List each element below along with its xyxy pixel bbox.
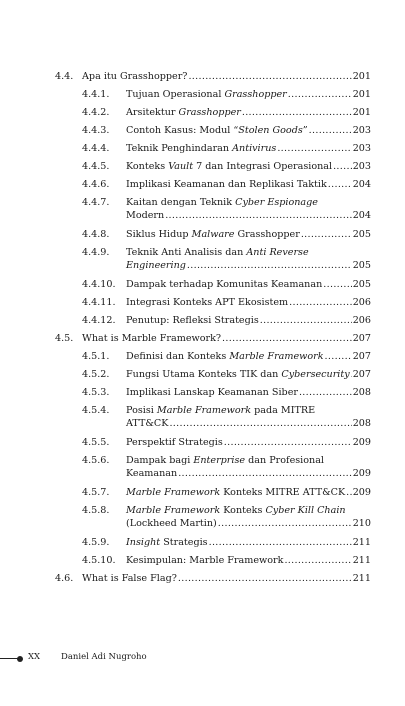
toc-number: 4.5.3. [82,387,110,399]
toc-number: 4.4. [55,71,74,82]
toc-title-part: Cyber Espionage [235,197,318,209]
toc-title-part: Kaitan dengan Teknik [126,197,236,209]
toc-number: 4.5.6. [82,455,110,467]
toc-title-part: Siklus Hidup [126,229,192,241]
toc-title-part: Contoh Kasus: Modul “ [126,125,239,137]
toc-number: 4.4.7. [82,197,110,209]
toc-title [82,70,187,83]
toc-page-number: 209 [352,468,371,480]
toc-entry[interactable] [0,160,405,173]
toc-title [126,436,223,449]
toc-title-part: Marble Framework [126,505,221,517]
toc-title-part: What is Marble Framework? [82,333,222,345]
toc-title-part: Grasshopper [234,229,300,241]
dot-leader [218,517,352,530]
toc-page-number: 211 [352,555,371,567]
toc-entry[interactable] [0,142,405,155]
footer-page-number: XX [28,652,41,662]
toc-page-number: 211 [352,573,371,585]
toc-number: 4.4.9. [82,247,110,259]
toc-number: 4.6. [55,573,74,585]
page-footer [0,652,405,666]
toc-title [126,554,283,567]
toc-title-part: Penutup: Refleksi Strategis [126,315,259,327]
toc-entry[interactable] [0,536,405,549]
toc-number: 4.5.2. [82,369,110,381]
toc-title-part: Cyber Kill Chain [265,505,346,517]
dot-leader [260,314,352,327]
toc-page-number: 209 [352,487,371,499]
toc-number: 4.4.10. [82,279,116,291]
toc-title-part: Grasshopper [224,89,287,101]
toc-number: 4.4.3. [82,125,110,137]
toc-title [126,404,315,417]
dot-leader [333,160,352,173]
toc-title-part: Konteks [220,505,266,517]
toc-title [126,296,288,309]
dot-leader [187,259,352,272]
toc-title-part: Anti Reverse [246,247,309,259]
toc-title-part: Konteks MITRE ATT&CK [220,487,346,499]
dot-leader [178,467,351,480]
toc-number: 4.4.1. [82,89,110,101]
toc-entry[interactable] [0,386,405,399]
toc-title-part: Posisi [126,405,157,417]
dot-leader [224,436,352,449]
toc-title [126,454,324,467]
toc-page-number: 204 [352,179,371,191]
toc-number: 4.5.1. [82,351,110,363]
toc-number: 4.5.9. [82,537,110,549]
toc-entry[interactable] [0,196,405,222]
toc-page-number: 205 [352,260,371,272]
toc-title-part: Tujuan Operasional [126,89,225,101]
toc-title [126,314,259,327]
dot-leader [289,296,352,309]
toc-title [126,504,346,517]
toc-entry[interactable] [0,554,405,567]
toc-title-part: Marble Framework [156,405,252,417]
toc-title-part: Dampak bagi [126,455,194,467]
toc-entry[interactable] [0,106,405,119]
toc-entry[interactable] [0,246,405,272]
toc-entry[interactable] [0,436,405,449]
toc-title-part: Dampak terhadap Komunitas Keamanan [126,279,323,291]
dot-leader [188,70,351,83]
toc-page-number: 208 [352,418,371,430]
dot-leader [165,209,352,222]
toc-title [126,517,217,530]
dot-leader [323,278,351,291]
toc-title-part: What is False Flag? [82,573,177,585]
toc-title-part: (Lockheed Martin) [126,518,217,530]
toc-title-part: Implikasi Lanskap Keamanan Siber [126,387,298,399]
toc-title [126,417,168,430]
toc-page-number: 204 [352,210,371,222]
dot-leader [346,486,352,499]
toc-number: 4.5.8. [82,505,110,517]
toc-title [126,246,309,259]
toc-title-part: Strategis [160,537,208,549]
toc-entry[interactable] [0,486,405,499]
toc-number: 4.5.5. [82,437,110,449]
footer-author: Daniel Adi Nugroho [61,652,147,662]
toc-title-part: ” [302,125,308,137]
dot-leader [301,228,352,241]
toc-title-part: Keamanan [126,468,178,480]
toc-title-part: ATT&CK [126,418,169,430]
dot-leader [222,332,352,345]
dot-leader [277,142,351,155]
toc-entry[interactable] [0,454,405,480]
toc-title-part: Cybersecurity [281,369,350,381]
toc-title-part: Teknik Penghindaran [126,143,233,155]
toc-title-part: Insight [126,537,161,549]
toc-number: 4.5.4. [82,405,110,417]
toc-title-part: Apa itu Grasshopper? [82,71,188,82]
toc-entry[interactable] [0,278,405,291]
toc-title [126,124,308,137]
toc-entry[interactable] [0,228,405,241]
toc-title-part: Arsitektur [126,107,179,119]
dot-leader [209,536,352,549]
toc-entry[interactable] [0,124,405,137]
dot-leader [169,417,351,430]
toc-page-number: 201 [352,71,371,82]
toc-title-part: Konteks [126,161,169,173]
toc-title [126,142,276,155]
toc-entry[interactable] [0,350,405,363]
toc-page-number: 203 [352,143,371,155]
toc-title-part: Perspektif Strategis [126,437,223,449]
toc-title-part: Marble Framework [126,487,221,499]
toc-title [126,106,241,119]
toc-title-part: Vault [168,161,194,173]
dot-leader [299,386,352,399]
toc-page-number: 203 [352,125,371,137]
toc-page-number: 210 [352,518,371,530]
dot-leader [325,350,352,363]
toc-title-part: Enterprise [193,455,246,467]
toc-entry[interactable] [0,368,405,381]
toc-entry[interactable] [0,178,405,191]
toc-title [126,209,164,222]
dot-leader [284,554,351,567]
toc-page-number: 203 [352,161,371,173]
toc-title-part: Kesimpulan: Marble Framework [126,555,284,567]
toc-title-part: dan Profesional [245,455,324,467]
dot-leader [351,368,352,381]
toc-entry[interactable] [0,70,405,83]
toc-title [126,88,287,101]
toc-number: 4.5.10. [82,555,116,567]
toc-number: 4.5. [55,333,74,345]
footer-rule [0,658,18,659]
toc-title-part: Teknik Anti Analisis dan [126,247,247,259]
toc-entry[interactable] [0,314,405,327]
toc-title [126,196,318,209]
toc-number: 4.4.11. [82,297,116,309]
toc-title [82,332,221,345]
toc-entry[interactable] [0,296,405,309]
toc-page-number: 206 [352,315,371,327]
toc-number: 4.4.2. [82,107,110,119]
toc-entry[interactable] [0,572,405,585]
toc-entry[interactable] [0,332,405,345]
toc-page-number: 211 [352,537,371,549]
toc-page-number: 205 [352,279,371,291]
toc-title [126,160,332,173]
toc-title [126,259,186,272]
toc-title [126,486,345,499]
toc-page-number: 207 [352,369,371,381]
toc-page-number: 206 [352,297,371,309]
toc-title [126,228,300,241]
toc-title-part: Engineering [126,260,186,272]
toc-title-part: 7 dan Integrasi Operasional [193,161,333,173]
toc-number: 4.4.8. [82,229,110,241]
toc-title [126,350,324,363]
toc-entry[interactable] [0,404,405,430]
toc-number: 4.4.12. [82,315,116,327]
toc-title [126,536,208,549]
toc-title-part: Modern [126,210,165,222]
toc-page-number: 208 [352,387,371,399]
toc-title-part: Fungsi Utama Konteks TIK dan [126,369,282,381]
toc-title [126,278,322,291]
toc-title-part: Implikasi Keamanan dan Replikasi Taktik [126,179,327,191]
toc-title-part: Malware [191,229,235,241]
toc-title [126,386,298,399]
toc-title-part: pada MITRE [251,405,316,417]
toc-page-number: 201 [352,107,371,119]
footer-bullet-icon [17,656,23,662]
toc-title [82,572,177,585]
dot-leader [288,88,352,101]
dot-leader [328,178,352,191]
toc-entry[interactable] [0,504,405,530]
dot-leader [242,106,352,119]
toc-number: 4.5.7. [82,487,110,499]
toc-title [126,178,327,191]
toc-title-part: Definisi dan Konteks [126,351,230,363]
toc-title-part: Marble Framework [229,351,324,363]
toc-title-part: Antivirus [232,143,277,155]
toc-title-part: Integrasi Konteks APT Ekosistem [126,297,289,309]
toc-page-number: 207 [352,351,371,363]
toc-page-number: 201 [352,89,371,101]
dot-leader [178,572,352,585]
toc-page-number: 209 [352,437,371,449]
toc-title [126,467,177,480]
toc-title-part: Stolen Goods [238,125,303,137]
toc-number: 4.4.5. [82,161,110,173]
toc-entry[interactable] [0,88,405,101]
toc-page-number: 205 [352,229,371,241]
toc-title [126,368,350,381]
toc-page-number: 207 [352,333,371,345]
dot-leader [309,124,352,137]
toc-title-part: Grasshopper [178,107,241,119]
toc-number: 4.4.4. [82,143,110,155]
toc-number: 4.4.6. [82,179,110,191]
